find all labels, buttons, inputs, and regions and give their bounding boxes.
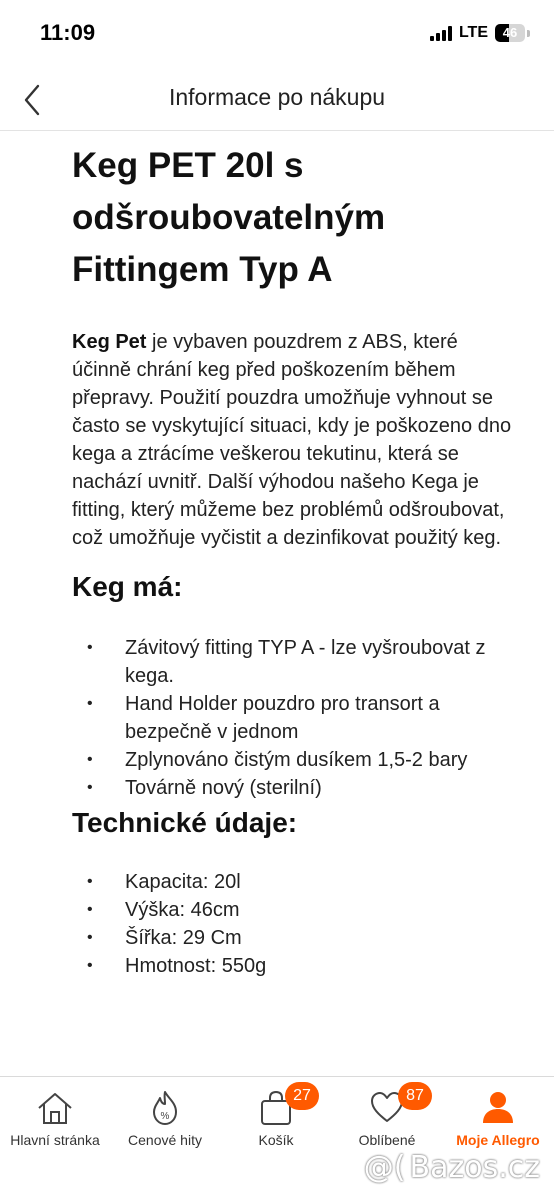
watermark-text: Bazos.cz [409,1150,540,1185]
tab-label: Moje Allegro [456,1132,540,1148]
tab-label: Hlavní stránka [10,1132,100,1148]
status-bar [0,0,554,70]
signal-icon [430,25,452,41]
svg-text:%: % [160,1111,170,1122]
page-title: Informace po nákupu [168,84,386,110]
list-item: • Šířka: 29 Cm [72,924,512,952]
list-item: • Zplynováno čistým dusíkem 1,5-2 bary [72,746,512,774]
list-item: • Kapacita: 20l [72,868,512,896]
tab-label: Košík [258,1132,294,1148]
tab-home[interactable] [0,1077,110,1167]
watermark-logo-icon: @( [363,1150,406,1185]
list-item: • Hand Holder pouzdro pro transort a bezpečně v jednom [72,690,512,746]
status-time: 11:09 [40,20,96,45]
tab-label: Oblíbené [358,1132,416,1148]
home-icon [35,1089,75,1127]
network-type: LTE [458,24,488,41]
product-description [72,328,512,552]
list-item: • Závitový fitting TYP A - lze vyšroubovat z kega. [72,634,512,690]
product-title: Keg PET 20l s odšroubovatelným Fittingem Typ A [72,146,386,289]
list-item: • Továrně nový (sterilní) [72,774,512,802]
list-item: • Výška: 46cm [72,896,512,924]
tab-price-hits[interactable] [110,1077,220,1167]
favorites-badge: 87 [398,1082,432,1110]
tech-list [72,868,512,980]
battery-percent: 46 [502,25,518,40]
description-text: je vybaven pouzdrem z ABS, které účinně chrání keg před poškozením během přepravy. Použití pouzdra umožňuje vyhnout se často se vyskytující situaci, kdy je poškozeno dno kega a ztrácíme veškerou tekutinu, která se nachází uvnitř. Další výhodou našeho Kega je fitting, který můžeme bez problémů odšroubovat, což umožňuje vyčistit a dezinfikovat použitý keg. [72,331,512,549]
features-list [72,634,512,802]
battery-icon [495,24,525,42]
tab-cart[interactable] [221,1077,331,1167]
battery-nub [527,30,530,37]
flame-percent-icon [148,1089,182,1127]
nav-header [0,70,554,131]
features-heading: Keg má: [72,571,183,602]
status-indicators [430,24,530,42]
cart-badge: 27 [285,1082,319,1110]
user-icon [480,1089,516,1125]
tech-heading: Technické údaje: [72,807,298,838]
tab-label: Cenové hity [128,1132,202,1148]
description-bold: Keg Pet [72,331,147,353]
list-item: • Hmotnost: 550g [72,952,512,980]
bazos-watermark [364,1150,540,1185]
product-info [72,140,512,980]
